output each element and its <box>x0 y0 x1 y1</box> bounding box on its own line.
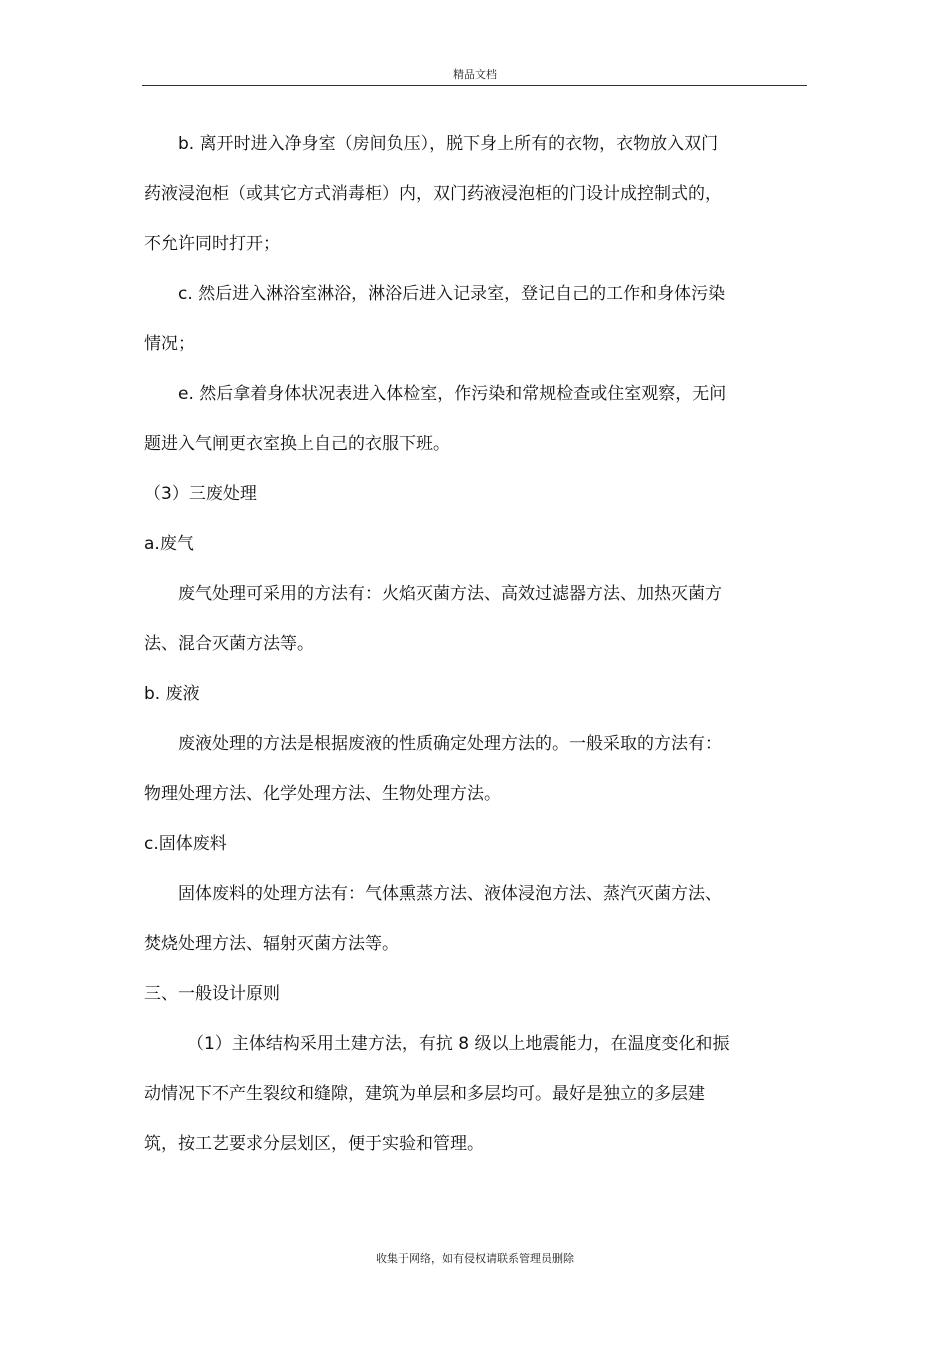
sub-heading: c.固体废料 <box>144 834 227 854</box>
paragraph-line: c. 然后进入淋浴室淋浴，淋浴后进入记录室，登记自己的工作和身体污染 <box>178 284 726 304</box>
paragraph-line: 筑，按工艺要求分层划区，便于实验和管理。 <box>144 1134 484 1154</box>
section-heading: （3）三废处理 <box>144 484 257 504</box>
paragraph-line: 废气处理可采用的方法有：火焰灭菌方法、高效过滤器方法、加热灭菌方 <box>178 584 722 604</box>
paragraph-line: 药液浸泡柜（或其它方式消毒柜）内，双门药液浸泡柜的门设计成控制式的， <box>144 184 722 204</box>
paragraph-line: 情况； <box>144 334 195 354</box>
sub-heading: b. 废液 <box>144 684 200 704</box>
paragraph-line: 焚烧处理方法、辐射灭菌方法等。 <box>144 934 399 954</box>
paragraph-line: 题进入气闸更衣室换上自己的衣服下班。 <box>144 434 450 454</box>
paragraph-line: 物理处理方法、化学处理方法、生物处理方法。 <box>144 784 501 804</box>
section-heading: 三、一般设计原则 <box>144 984 280 1004</box>
paragraph-line: 法、混合灭菌方法等。 <box>144 634 314 654</box>
page-footer-text: 收集于网络，如有侵权请联系管理员删除 <box>376 1252 574 1265</box>
paragraph-line: 固体废料的处理方法有：气体熏蒸方法、液体浸泡方法、蒸汽灭菌方法、 <box>178 884 722 904</box>
paragraph-line: 不允许同时打开； <box>144 234 280 254</box>
header-divider <box>142 85 807 86</box>
paragraph-line: （1）主体结构采用土建方法，有抗 8 级以上地震能力，在温度变化和振 <box>187 1034 730 1054</box>
paragraph-line: e. 然后拿着身体状况表进入体检室，作污染和常规检查或住室观察，无问 <box>178 384 727 404</box>
page-header-title: 精品文档 <box>453 68 497 81</box>
paragraph-line: 废液处理的方法是根据废液的性质确定处理方法的。一般采取的方法有： <box>178 734 722 754</box>
paragraph-line: b. 离开时进入净身室（房间负压），脱下身上所有的衣物，衣物放入双门 <box>178 134 719 154</box>
paragraph-line: 动情况下不产生裂纹和缝隙，建筑为单层和多层均可。最好是独立的多层建 <box>144 1084 705 1104</box>
sub-heading: a.废气 <box>144 534 194 554</box>
